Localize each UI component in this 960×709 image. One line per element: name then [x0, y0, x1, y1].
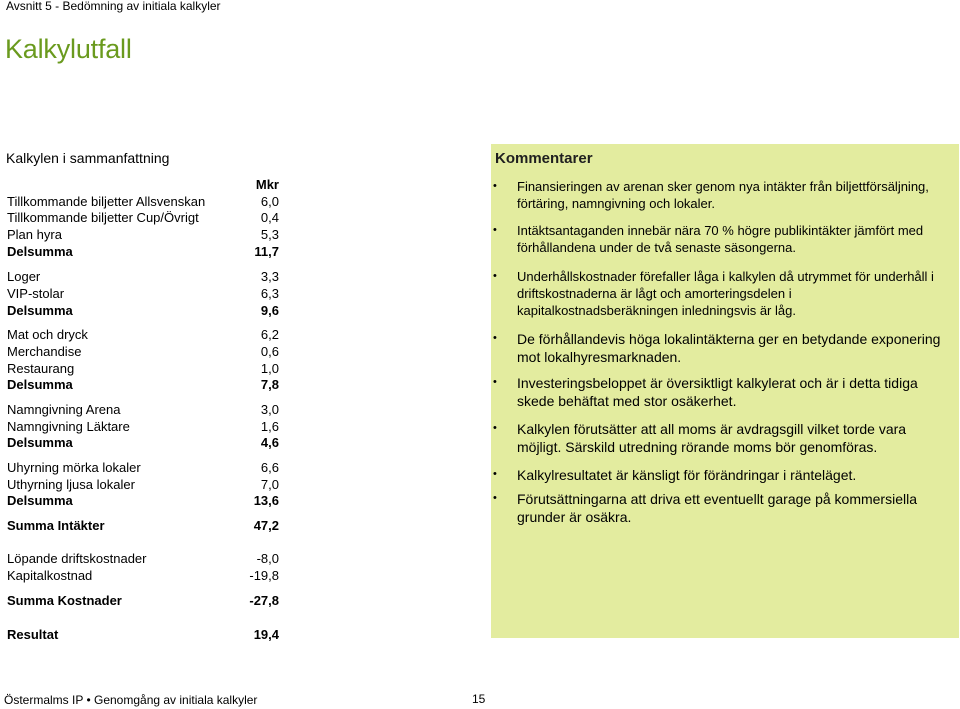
row-value: -27,8 — [249, 593, 279, 608]
summary-heading: Kalkylen i sammanfattning — [6, 150, 170, 166]
total-income-row — [7, 517, 279, 534]
table-row — [7, 193, 279, 210]
table-row — [7, 326, 279, 343]
comment-text: Kalkylresultatet är känsligt för förändringar i ränteläget. — [517, 467, 857, 483]
comment-text: Förutsättningarna att driva ett eventuellt garage på kommersiella grunder är osäkra. — [517, 491, 917, 525]
comment-text: Intäktsantaganden innebär nära 70 % högre publikintäkter jämfört med förhållandena under de två senaste säsongerna. — [517, 223, 924, 255]
bullet-icon: • — [493, 180, 497, 192]
result-row — [7, 626, 279, 643]
row-value: 1,6 — [260, 419, 279, 434]
bullet-icon: • — [493, 270, 497, 282]
row-value: 0,6 — [260, 344, 279, 359]
table-row — [7, 343, 279, 360]
bullet-icon: • — [493, 422, 497, 434]
row-label: Löpande driftskostnader — [7, 551, 147, 566]
subtotal-row — [7, 376, 279, 393]
table-row — [7, 209, 279, 226]
row-label: Kapitalkostnad — [7, 568, 93, 583]
row-value: 1,0 — [260, 361, 279, 376]
row-value: 5,3 — [260, 227, 279, 242]
row-label: Namngivning Arena — [7, 402, 121, 417]
row-value: 7,8 — [260, 377, 279, 392]
row-label: VIP-stolar — [7, 286, 65, 301]
row-label: Summa Kostnader — [7, 593, 122, 608]
table-row — [7, 459, 279, 476]
row-label: Loger — [7, 269, 41, 284]
row-value: 3,3 — [260, 269, 279, 284]
table-row — [7, 360, 279, 377]
page-number: 15 — [472, 692, 486, 706]
table-row — [7, 401, 279, 418]
row-value: 9,6 — [260, 303, 279, 318]
table-row — [7, 476, 279, 493]
section-label: Avsnitt 5 - Bedömning av initiala kalkyler — [6, 0, 221, 13]
unit-header — [7, 176, 279, 193]
table-row — [7, 285, 279, 302]
row-value: -19,8 — [249, 568, 279, 583]
row-value: 19,4 — [253, 627, 279, 642]
row-label: Delsumma — [7, 377, 73, 392]
row-label: Tillkommande biljetter Cup/Övrigt — [7, 210, 199, 225]
table-row — [7, 226, 279, 243]
subtotal-row — [7, 492, 279, 509]
subtotal-row — [7, 434, 279, 451]
row-label: Delsumma — [7, 303, 73, 318]
row-label: Resultat — [7, 627, 59, 642]
table-row — [7, 418, 279, 435]
bullet-icon: • — [493, 224, 497, 236]
row-value: 6,6 — [260, 460, 279, 475]
footer-label: Östermalms IP • Genomgång av initiala kalkyler — [4, 693, 258, 707]
row-value: 4,6 — [260, 435, 279, 450]
row-value: 6,0 — [260, 194, 279, 209]
row-value: 47,2 — [253, 518, 279, 533]
row-label: Summa Intäkter — [7, 518, 105, 533]
comment-text: Underhållskostnader förefaller låga i kalkylen då utrymmet för underhåll i driftskostnaderna är lågt och amorteringsdelen i kapitalkostnadsberäkningen inledningsvis är låg. — [517, 269, 934, 318]
row-label: Tillkommande biljetter Allsvenskan — [7, 194, 206, 209]
row-label: Mat och dryck — [7, 327, 88, 342]
table-row — [7, 567, 279, 584]
row-value: -8,0 — [256, 551, 279, 566]
row-label: Delsumma — [7, 244, 73, 259]
row-label: Namngivning Läktare — [7, 419, 130, 434]
bullet-icon: • — [493, 492, 497, 504]
comment-text: Finansieringen av arenan sker genom nya intäkter från biljettförsäljning, förtäring, namngivning och lokaler. — [517, 179, 929, 211]
row-label: Delsumma — [7, 435, 73, 450]
row-label: Merchandise — [7, 344, 82, 359]
page-title: Kalkylutfall — [5, 34, 132, 64]
bullet-icon: • — [493, 332, 497, 344]
comment-text: Investeringsbeloppet är översiktligt kalkylerat och är i detta tidiga skede behäftat med stor osäkerhet. — [517, 375, 918, 409]
unit-label: Mkr — [255, 177, 279, 192]
row-label: Restaurang — [7, 361, 75, 376]
row-label: Uthyrning ljusa lokaler — [7, 477, 135, 492]
row-value: 7,0 — [260, 477, 279, 492]
row-value: 3,0 — [260, 402, 279, 417]
row-value: 13,6 — [253, 493, 279, 508]
comment-text: Kalkylen förutsätter att all moms är avdragsgill vilket torde vara möjligt. Särskild utredning rörande moms bör genomföras. — [517, 421, 907, 455]
total-costs-row — [7, 592, 279, 609]
table-row — [7, 550, 279, 567]
comment-text: De förhållandevis höga lokalintäkterna ger en betydande exponering mot lokalhyresmarknaden. — [517, 331, 941, 365]
comments-panel — [491, 144, 959, 638]
bullet-icon: • — [493, 468, 497, 480]
row-label: Uhyrning mörka lokaler — [7, 460, 141, 475]
subtotal-row — [7, 243, 279, 260]
row-label: Plan hyra — [7, 227, 62, 242]
table-row — [7, 268, 279, 285]
row-value: 0,4 — [260, 210, 279, 225]
subtotal-row — [7, 302, 279, 319]
bullet-icon: • — [493, 376, 497, 388]
comments-heading: Kommentarer — [495, 150, 593, 167]
row-value: 11,7 — [254, 244, 279, 259]
row-value: 6,3 — [260, 286, 279, 301]
row-value: 6,2 — [260, 327, 279, 342]
row-label: Delsumma — [7, 493, 73, 508]
